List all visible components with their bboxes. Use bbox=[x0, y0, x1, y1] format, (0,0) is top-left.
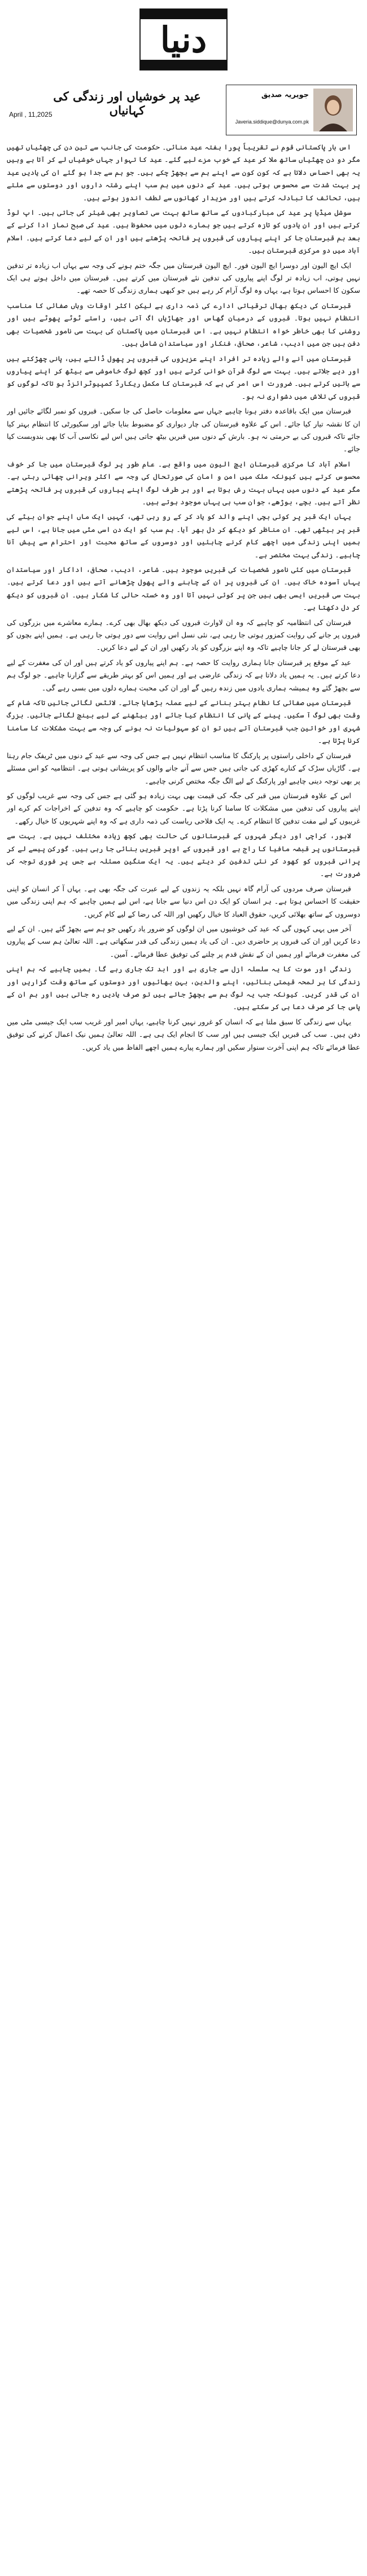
article-paragraph: ایک ایچ الیون اور دوسرا ایچ الیون فور۔ ایچ الیون قبرستان میں جگہ ختم ہونے کی وجہ سے یہاں اب زیادہ تر تدفین نہیں ہوتی، اب زیادہ تر لوگ اپنے پیاروں کی تدفین نئے قبرستان میں کرتے ہیں۔ قبرستان میں داخل ہوتے ہی ایک سکون کا احساس ہوتا ہے، یہاں وہ لوگ آرام کر رہے ہیں جو کبھی ہماری زندگی کا حصہ تھے۔ bbox=[7, 261, 360, 295]
author-byline-box bbox=[226, 85, 357, 135]
article-paragraph: قبرستان میں آنے والے زیادہ تر افراد اپنے عزیزوں کی قبروں پر پھول ڈالتے ہیں، پانی چھڑکتے ہیں اور دیے جلاتے ہیں۔ بہت سے لوگ قرآن خوانی کرتے ہیں اور کچھ لوگ خاموشی سے بیٹھ کر اپنے پیاروں سے باتیں کرتے ہیں۔ ضرورت اس امر کی ہے کہ قبرستان کا مکمل ریکارڈ کمپیوٹرائزڈ ہو تاکہ لوگوں کو قبروں کی تلاش میں دشواری نہ ہو۔ bbox=[7, 354, 360, 400]
article-paragraph: یہاں سے زندگی کا سبق ملتا ہے کہ انسان کو غرور نہیں کرنا چاہیے، یہاں امیر اور غریب سب ایک جیسی مٹی میں دفن ہیں۔ سب کی قبریں ایک جیسی ہیں اور سب کا انجام ایک ہی ہے۔ اللہ تعالیٰ ہمیں نیک اعمال کرنے کی توفیق عطا فرمائے تاکہ ہم اپنی آخرت سنوار سکیں اور ہمارے پیارے ہمیں اچھے الفاظ میں یاد کریں۔ bbox=[7, 1017, 360, 1051]
article-paragraph: قبرستان صرف مردوں کی آرام گاہ نہیں بلکہ یہ زندوں کے لیے عبرت کی جگہ بھی ہے۔ یہاں آ کر انسان کو اپنی حقیقت کا احساس ہوتا ہے۔ ہر انسان کو ایک دن اس دنیا سے جانا ہے، اس لیے ہمیں چاہیے کہ ہم اپنی زندگی میں دوسروں کے ساتھ بھلائی کریں، حقوق العباد کا خیال رکھیں اور اللہ کی رضا کے لیے کام کریں۔ bbox=[7, 884, 360, 918]
article-paragraph: اس کے علاوہ قبرستان میں قبر کی جگہ کی قیمت بھی بہت زیادہ ہو گئی ہے جس کی وجہ سے غریب لوگوں کو اپنے پیاروں کی تدفین میں مشکلات کا سامنا کرنا پڑتا ہے۔ حکومت کو چاہیے کہ وہ تدفین کے اخراجات کم کرے اور غریبوں کے لیے مفت تدفین کا انتظام کرے۔ یہ ایک فلاحی ریاست کی ذمہ داری ہے کہ وہ اپنے شہریوں کا خیال رکھے۔ bbox=[7, 791, 360, 825]
article-paragraph: قبرستان میں ایک باقاعدہ دفتر ہونا چاہیے جہاں سے معلومات حاصل کی جا سکیں۔ قبروں کو نمبر لگائے جائیں اور ان کا نقشہ تیار کیا جائے۔ اس کے علاوہ قبرستان کی چار دیواری کو مضبوط بنایا جائے اور سکیورٹی کا انتظام بہتر کیا جائے تاکہ قبروں کی بے حرمتی نہ ہو۔ بارش کے دنوں میں قبریں بیٹھ جاتی ہیں اس لیے نکاسی آب کا بھی بندوبست کیا جائے۔ bbox=[7, 407, 360, 453]
article-paragraph: اسلام آباد کا مرکزی قبرستان ایچ الیون میں واقع ہے۔ عام طور پر لوگ قبرستان میں جا کر خوف محسوس کرتے ہیں کیونکہ ملک میں امن و امان کی صورتحال کی وجہ سے اکثر ویرانی چھائی رہتی ہے۔ مگر عید کے دنوں میں یہاں بہت رش ہوتا ہے اور ہر طرف لوگ اپنے پیاروں کی قبروں پر فاتحہ پڑھتے نظر آتے ہیں۔ بچے، بوڑھے، جوان سب ہی یہاں موجود ہوتے ہیں۔ bbox=[7, 459, 360, 506]
article-paragraph: قبرستان میں صفائی کا نظام بہتر بنانے کے لیے عملہ بڑھایا جائے۔ لائٹس لگائی جائیں تاکہ شام کے وقت بھی لوگ آ سکیں۔ پینے کے پانی کا انتظام کیا جائے اور بیٹھنے کے لیے بینچ لگائے جائیں۔ بزرگ شہری اور خواتین جب قبرستان آتے ہیں تو ان کو سہولیات نہ ہونے کی وجہ سے بہت مشکلات کا سامنا کرنا پڑتا ہے۔ bbox=[7, 698, 360, 745]
article-paragraph: لاہور، کراچی اور دیگر شہروں کے قبرستانوں کی حالت بھی کچھ زیادہ مختلف نہیں ہے۔ بہت سے قبرستانوں پر قبضہ مافیا کا راج ہے اور قبروں کے اوپر قبریں بنائی جا رہی ہیں۔ گورکن پیسے لے کر پرانی قبروں کو کھود کر نئی تدفین کر دیتے ہیں۔ یہ ایک سنگین مسئلہ ہے جس پر فوری توجہ کی ضرورت ہے۔ bbox=[7, 831, 360, 878]
article-body bbox=[7, 141, 360, 2566]
author-email: Javeria.siddique@dunya.com.pk bbox=[235, 119, 309, 125]
article-paragraph: یہاں ایک قبر پر کوئی بچی اپنے والد کو یاد کر کے رو رہی تھی، کہیں ایک ماں اپنے جوان بیٹے کی قبر پر بیٹھی تھی۔ ان مناظر کو دیکھ کر دل بھر آیا۔ ہم سب کو ایک دن اسی مٹی میں جانا ہے، اس لیے ہمیں اپنی زندگی میں اچھے کام کرنے چاہئیں اور دوسروں کے ساتھ محبت اور احترام سے پیش آنا چاہیے۔ زندگی بہت مختصر ہے۔ bbox=[7, 512, 360, 559]
article-paragraph: قبرستان کی دیکھ بھال ترقیاتی ادارے کی ذمہ داری ہے لیکن اکثر اوقات وہاں صفائی کا مناسب انتظام نہیں ہوتا۔ قبروں کے درمیان گھاس اور جھاڑیاں اگ آتی ہیں، راستے ٹوٹے پھوٹے ہیں اور روشنی کا بھی خاطر خواہ انتظام نہیں ہے۔ اس قبرستان میں پاکستان کی بہت سی نامور شخصیات بھی دفن ہیں جن میں ادیب، شاعر، صحافی، فنکار اور سیاستدان شامل ہیں۔ bbox=[7, 301, 360, 348]
article-paragraph: آخر میں یہی کہوں گی کہ عید کی خوشیوں میں ان لوگوں کو ضرور یاد رکھیں جو ہم سے بچھڑ گئے ہیں۔ ان کے لیے دعا کریں اور ان کی قبروں پر حاضری دیں۔ ان کی یاد ہمیں زندگی کی قدر سکھاتی ہے۔ اللہ تعالیٰ ہم سب کے پیاروں کی مغفرت فرمائے اور ہمیں ان کے نقش قدم پر چلنے کی توفیق عطا فرمائے۔ آمین۔ bbox=[7, 924, 360, 958]
article-paragraph: قبرستان کے داخلی راستوں پر پارکنگ کا مناسب انتظام نہیں ہے جس کی وجہ سے عید کے دنوں میں ٹریفک جام رہتا ہے۔ گاڑیاں سڑک کے کنارے کھڑی کی جاتی ہیں جس سے آنے جانے والوں کو پریشانی ہوتی ہے۔ انتظامیہ کو اس مسئلے پر بھی توجہ دینی چاہیے اور پارکنگ کے لیے الگ جگہ مختص کرنی چاہیے۔ bbox=[7, 751, 360, 785]
dunya-logo-icon bbox=[136, 6, 231, 73]
masthead-logo-text: دنیا bbox=[160, 19, 207, 60]
author-avatar bbox=[313, 89, 353, 131]
article-paragraph: سوشل میڈیا پر عید کی مبارکبادوں کے ساتھ ساتھ بہت سی تصاویر بھی شیئر کی جاتی ہیں۔ اپ لوڈ کرتے ہیں اور ان یادوں کو تازہ کرتے ہیں جو ہمارے دلوں میں محفوظ ہیں۔ عید کی صبح نماز ادا کرنے کے بعد ہم قبرستان جا کر اپنے پیاروں کی قبروں پر فاتحہ پڑھتے ہیں اور ان کے لیے دعا کرتے ہیں۔ اسلام آباد میں دو مرکزی قبرستان ہیں۔ bbox=[7, 208, 360, 255]
author-name: جویریہ صدیق bbox=[261, 91, 309, 99]
publish-date: April , 11,2025 bbox=[9, 111, 53, 118]
article-paragraph: زندگی اور موت کا یہ سلسلہ ازل سے جاری ہے اور ابد تک جاری رہے گا۔ ہمیں چاہیے کہ ہم اپنی زندگی کا ہر لمحہ قیمتی بنائیں، اپنے والدین، بہن بھائیوں اور دوستوں کے ساتھ وقت گزاریں اور ان کی قدر کریں۔ کیونکہ جب یہ لوگ ہم سے بچھڑ جاتے ہیں تو صرف یادیں رہ جاتی ہیں اور ہم ان کے پاس جا کر صرف دعا ہی کر سکتے ہیں۔ bbox=[7, 965, 360, 1011]
article-paragraph: قبرستان کی انتظامیہ کو چاہیے کہ وہ ان لاوارث قبروں کی دیکھ بھال بھی کرے۔ ہمارے معاشرے میں بزرگوں کی قبروں پر جانے کی روایت کمزور ہوتی جا رہی ہے، نئی نسل اس روایت سے دور ہوتی جا رہی ہے۔ ہمیں اپنے بچوں کو بھی قبرستان لے کر جانا چاہیے تاکہ وہ اپنے بزرگوں کو یاد رکھیں اور ان کے لیے دعا کریں۔ bbox=[7, 618, 360, 652]
article-paragraph: عید کے موقع پر قبرستان جانا ہماری روایت کا حصہ ہے۔ ہم اپنے پیاروں کو یاد کرتے ہیں اور ان کی مغفرت کے لیے دعا کرتے ہیں۔ یہ ہمیں یاد دلاتا ہے کہ زندگی عارضی ہے اور ہمیں اس کو بہتر طریقے سے گزارنا چاہیے۔ جو لوگ ہم سے بچھڑ گئے وہ ہمیشہ ہماری یادوں میں زندہ رہیں گے اور ان کی محبت ہمارے دلوں میں بسی رہے گی۔ bbox=[7, 658, 360, 692]
column-headline: عید پر خوشیاں اور زندگی کی کہانیاں bbox=[53, 89, 201, 117]
article-paragraph: اس بار پاکستانی قوم نے تقریباً پورا ہفتہ عید منائی۔ حکومت کی جانب سے تین دن کی چھٹیاں تھیں مگر دو دن چھٹیاں ساتھ ملا کر عید کے خوب مزے لیے گئے۔ عید کا تہوار جہاں خوشیاں لے کر آتا ہے وہیں یہ بھی احساس دلاتا ہے کہ کون کون سے اپنے ہم سے بچھڑ چکے ہیں۔ جو ہم سے جدا ہو گئے ان کی یادیں عید پر بہت شدت سے محسوس ہوتی ہیں۔ عید کے دنوں میں ہم سب اپنے رشتہ داروں اور دوستوں سے ملتے ہیں، تحائف کا تبادلہ کرتے ہیں اور مزیدار کھانوں سے لطف اندوز ہوتے ہیں۔ bbox=[7, 143, 360, 202]
article-paragraph: قبرستان میں کئی نامور شخصیات کی قبریں موجود ہیں۔ شاعر، ادیب، صحافی، اداکار اور سیاستدان یہاں آسودہ خاک ہیں۔ ان کی قبروں پر ان کے چاہنے والے پھول چڑھانے آتے ہیں اور دعا کرتے ہیں۔ بہت سی قبریں ایسی بھی ہیں جن پر کوئی نہیں آتا اور وہ خستہ حالی کا شکار ہیں۔ ان قبروں کو دیکھ کر دل دکھتا ہے۔ bbox=[7, 565, 360, 612]
dunya-masthead-logo bbox=[0, 6, 367, 73]
column-header bbox=[0, 0, 367, 141]
